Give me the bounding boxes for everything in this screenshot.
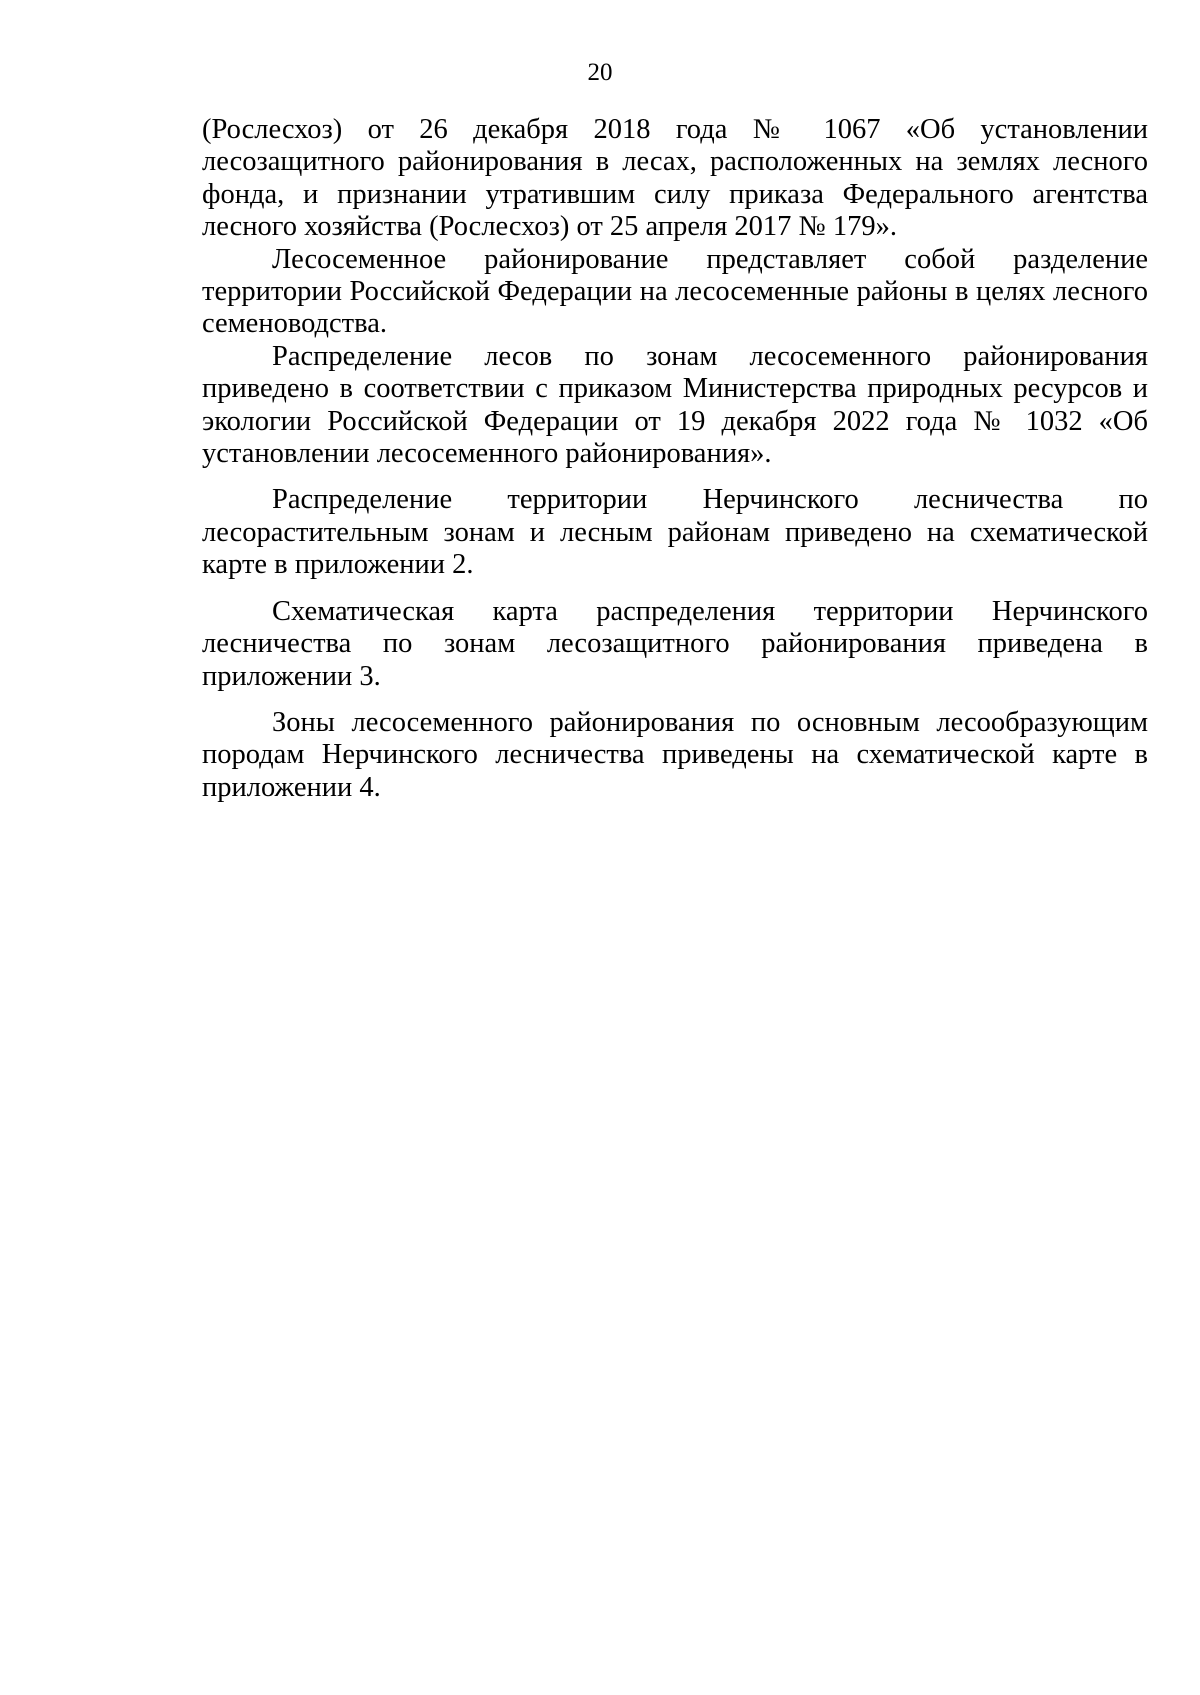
page-number: 20 [587, 59, 613, 86]
paragraph-rosleskhoz-order: (Рослесхоз) от 26 декабря 2018 года № 1067 «Об установлении лесозащитного районирования в лесах, расположенных на землях лесного фонда, и признании утратившим силу приказа Федерального агентства лесного хозяйства (Рослесхоз) от 25 апреля 2017 № 179». [202, 114, 1148, 243]
document-body [202, 114, 1148, 804]
paragraph-protection-zoning-appendix-3: Схематическая карта распределения территории Нерчинского лесничества по зонам лесозащитного районирования приведена в приложении 3. [202, 595, 1148, 692]
paragraph-seed-zones-appendix-4: Зоны лесосеменного районирования по основным лесообразующим породам Нерчинского лесничества приведены на схематической карте в приложении 4. [202, 706, 1148, 803]
paragraph-forest-zones-appendix-2: Распределение территории Нерчинского лесничества по лесорастительным зонам и лесным районам приведено на схематической карте в приложении 2. [202, 484, 1148, 581]
paragraph-seed-zoning-definition: Лесосеменное районирование представляет собой разделение территории Российской Федерации на лесосеменные районы в целях лесного семеноводства. [202, 243, 1148, 340]
paragraph-seed-zoning-distribution: Распределение лесов по зонам лесосеменного районирования приведено в соответствии с приказом Министерства природных ресурсов и экологии Российской Федерации от 19 декабря 2022 года № 1032 «Об установлении лесосеменного районирования». [202, 340, 1148, 470]
